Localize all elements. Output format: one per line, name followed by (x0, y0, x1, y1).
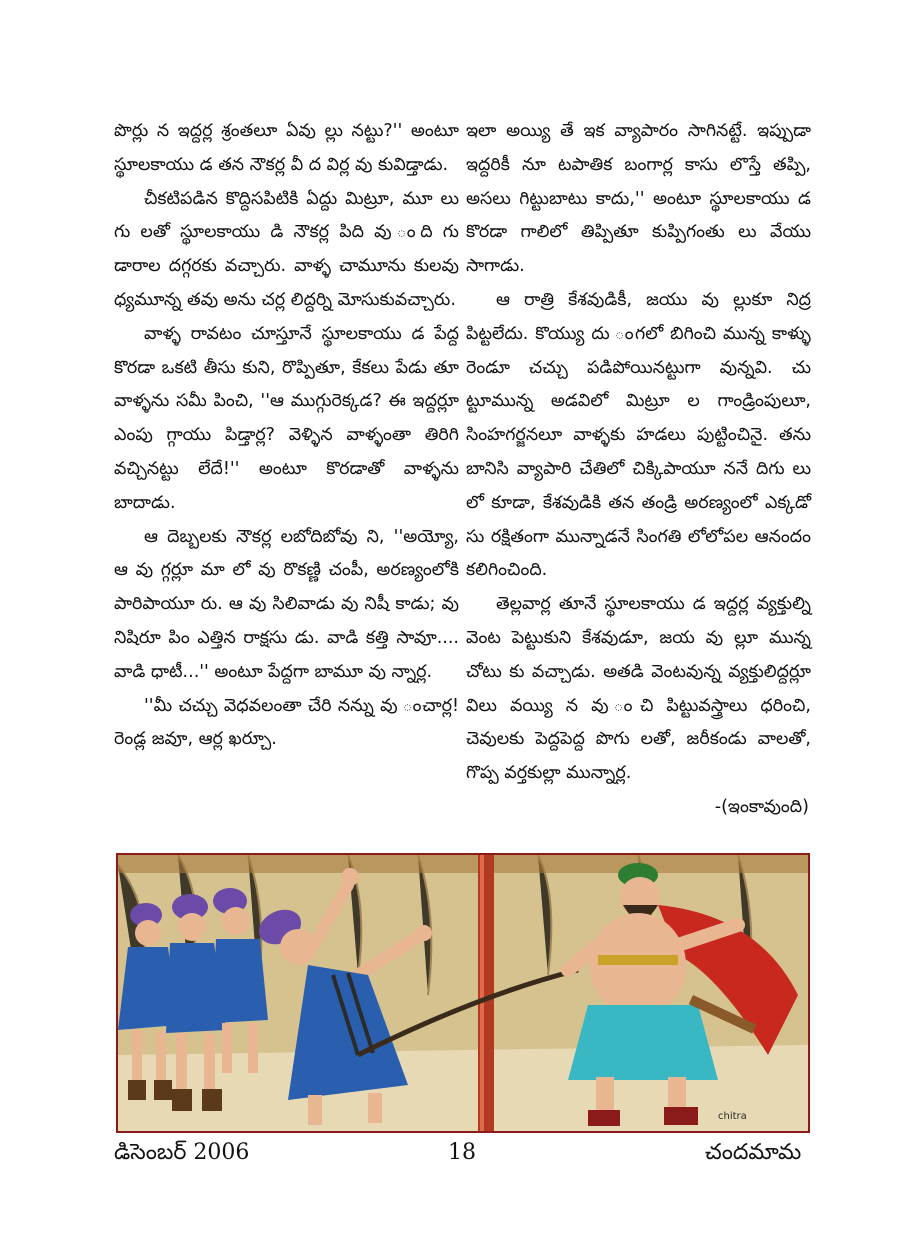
text-column-left (114, 115, 459, 757)
artist-signature: chitra (718, 1111, 747, 1122)
paragraph: ఆ రాత్రి కేశవుడికీ, జయు వు ల్లుకూ నిద్ర పిట్టలేదు. కొయ్యు దు ంగలో బిగించి మున్న కాళ్ళు రెండూ చచ్చు పడిపోయినట్టుగా వున్నవి. చు ట్టూమున్న అడవిలో మిట్రూ ల గాండ్రింపులూ, సింహగర్జనలూ వాళ్ళకు హడలు పుట్టించినై. తను బానిసి వ్యాపారి చేతిలో చిక్కిపాయూ ననే దిగు లు లో కూడా, కేశవుడికి తన తండ్రి అరణ్యంలో ఎక్కడో సు రక్షితంగా మున్నాడనే సింగతి లోలోపల ఆనందం కలిగించింది. (466, 289, 811, 581)
page-number: 18 (448, 1140, 476, 1165)
paragraph: ఇలా అయ్యి తే ఇక వ్యాపారం సాగినట్టే. ఇప్పుడా ఇద్దరికీ నూ టపాతిక బంగార్ల కాసు లొస్తే తప్పి, అసలు గిట్టుబాటు కాదు,'' అంటూ స్థూలకాయు డ కొరడా గాలిలో తిప్పితూ కుప్పిగంతు లు వేయు సాగాడు. (466, 121, 811, 277)
footer-date: డిసెంబర్ 2006 (114, 1140, 250, 1165)
to-be-continued-label: -(ఇంకావుంది) (714, 796, 809, 817)
illustration-artwork (118, 855, 808, 1131)
paragraph: వాళ్ళ రావటం చూస్తూనే స్థూలకాయు డ పేద్ద కొరడా ఒకటి తీసు కుని, రొప్పితూ, కేకలు పేడు తూ వాళ్ళను సమీ పించి, ''ఆ ముగ్గురెక్కడ? ఈ ఇద్దర్లూ ఎంపు గ్గాయు పిడ్తార్ల? వెళ్ళిన వాళ్ళంతా తిరిగి వచ్చినట్టు లేదే!'' అంటూ కొరడాతో వాళ్ళను బాదాడు. (114, 323, 459, 513)
teal-tunic (568, 1005, 718, 1080)
magazine-name: చందమామ (705, 1140, 802, 1165)
paragraph: చీకటిపడిన కొద్దిసపిటికి ఏద్దు మిట్రూ, మూ లు గు లతో స్థూలకాయు డి నౌకర్ల పిది వు ంది గు డారాల దగ్గరకు వచ్చారు. వాళ్ళ చామూను కులవు ధ్యమూన్న తవు అను చర్ల లిద్దర్ని మోసుకువచ్చారు. (114, 188, 459, 310)
paragraph: ఆ దెబ్బలకు నౌకర్ల లబోదిబోవు ని, ''అయ్యో, ఆ వు గ్గర్లూ మా లో వు రొకణ్ణి చంపీ, అరణ్యంలోకి పారిపాయూ రు. ఆ వు సిలివాడు వు నిషీ కాడు; వు నిషిరూ పిం ఎత్తిన రాక్షసు డు. వాడి కత్తి సావూ.... వాడి ధాటీ...'' అంటూ పేద్దగా బామూ వు న్నార్ల. (114, 526, 459, 682)
paragraph: తెల్లవార్ల తూనే స్థూలకాయు డ ఇద్దర్ల వ్యక్తుల్ని వెంట పెట్టుకుని కేశవుడూ, జయ వు ల్లూ మున్న చోటు కు వచ్చాడు. అతడి వెంటవున్న వ్యక్తులిద్దర్లూ విలు వయ్యి న వు ంచి పిట్టువస్త్రాలు ధరించి, చెవులకు పెద్దపెద్ద పొగు లతో, జరీకండు వాలతో, గొప్ప వర్తకుల్లా మున్నార్ల. (466, 594, 811, 784)
paragraph: ''మీ చచ్చు వెధవలంతా చేరి నన్ను వు ంచార్ల! రెండ్ల జవూ, ఆర్ల ఖర్చూ. (114, 695, 459, 750)
text-column-right (466, 115, 811, 825)
story-illustration (116, 853, 810, 1133)
paragraph: పొర్లు న ఇద్దర్ల శ్రంతలూ ఏవు ల్లు నట్టు?'' అంటూ స్థూలకాయు డ తన నౌకర్ల వీ ద విర్ల వు కువిడ్తాడు. (114, 121, 459, 175)
